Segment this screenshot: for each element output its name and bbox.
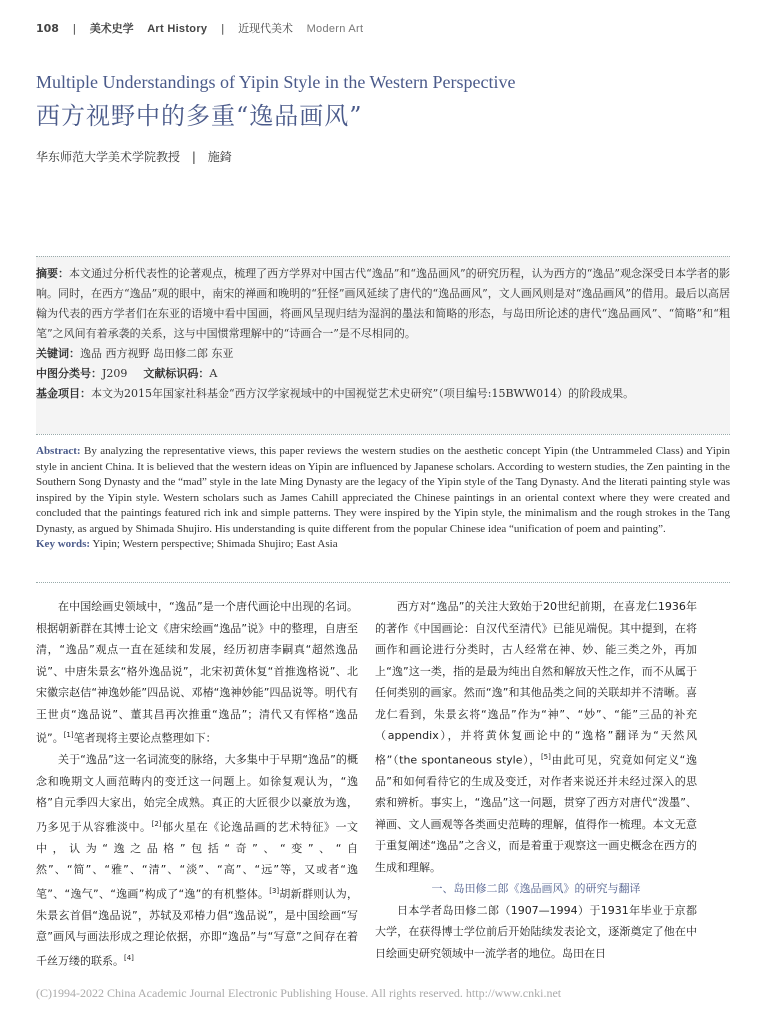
article-title-zh: 西方视野中的多重“逸品画风” — [36, 102, 363, 130]
keywords-en: Yipin; Western perspective; Shimada Shujiro; East Asia — [92, 538, 338, 550]
paragraph-text: 西方对“逸品”的关注大致始于20世纪前期，在喜龙仁1936年的著作《中国画论：自汉代至清代》已能见端倪。其中提到，在将画作和画论进行分类时，古人经常在神、妙、能三类之外，再加上“逸”这一类，指的是最为纯出自然和解放天性之作，而不从属于任何类别的画家。然而“逸”和其他品类之间的关联却并不清晰。喜龙仁看到，朱景玄将“逸品”作为“神”、“妙”、“能”三品的补充（appendix），并将黄休复画论中的“逸格”翻译为“天然风格”（the spontaneous style）， — [375, 600, 697, 767]
author-separator: | — [191, 150, 196, 164]
fund-label: 基金项目： — [36, 387, 91, 400]
page-number: 108 — [36, 22, 59, 35]
abstract-top-rule — [36, 256, 730, 257]
paragraph-text: 在中国绘画史领域中，“逸品”是一个唐代画论中出现的名词。根据朝新群在其博士论文《唐宋绘画“逸品”说》中的整理，自唐至清，“逸品”观点一直在延续和发展，经历初唐李嗣真“超然逸品说”、中唐朱景玄“格外逸品说”，北宋初黄休复“首推逸格说”、北宋徽宗赵佶“神逸妙能”四品说、邓椿“逸神妙能”四品说等。明代有王世贞“逸品说”、董其昌再次推重“逸品”；清代又有恽格“逸品说”。 — [36, 600, 358, 745]
abstract-en-text: By analyzing the representative views, this paper reviews the western studies on the aesthetic concept Yipin (the Untrammeled Class) and Yipin style in ancient China. It is believed that the western ideas on Yipin are influenced by Japanese scholars. According to western studies, the Zen painting in the Southern Song Dynasty and the “mad” style in the late Ming Dynasty are the legacy of the Yipin style of the Tang Dynasty. And the literati painting style was inspired by the Yipin style. Western scholars such as James Cahill appreciated the Chinese paintings in an oriental context where they were created and concluded that the paintings featured rich ink and simple patterns. They were inspired by the Yipin style, the minimalism and the rough strokes in the Tang Dynasty, as argued by Shimada Shujiro. His understanding is quite different from the popular Chinese idea “unification of poem and painting”. — [36, 445, 730, 535]
header-separator-2: | — [220, 22, 225, 35]
abstract-en — [36, 444, 730, 553]
journal-name-en: Art History — [147, 23, 208, 35]
abstract-section — [36, 256, 730, 578]
footnote-ref: [3] — [269, 886, 280, 895]
body-column-right — [375, 596, 697, 964]
body-column-left — [36, 596, 358, 972]
keywords-en-label: Key words: — [36, 538, 91, 550]
section-heading: 一、岛田修二郎《逸品画风》的研究与翻译 — [431, 882, 641, 896]
paragraph-text-tail: 胡新群则认为，朱景玄首倡“逸品说”，苏轼及邓椿力倡“逸品说”，是中国绘画“写意”画风与画法形成之理论依据，亦即“逸品”与“写意”之间存在着千丝万缕的联系。 — [36, 887, 359, 968]
footnote-ref: [4] — [124, 953, 134, 962]
abstract-zh — [36, 264, 730, 404]
copyright-footer: (C)1994-2022 China Academic Journal Electronic Publishing House. All rights reserved. http://www.cnki.net — [36, 986, 562, 1000]
section-name-en: Modern Art — [306, 23, 364, 35]
footnote-ref: [2] — [151, 819, 162, 828]
body-paragraph — [36, 596, 358, 749]
article-title-en: Multiple Understandings of Yipin Style in the Western Perspective — [36, 72, 516, 92]
paragraph-text: 日本学者岛田修二郎（1907—1994）于1931年毕业于京都大学，在获得博士学位前后开始陆续发表论文，逐渐奠定了他在中日绘画史研究领域中一流学者的地位。岛田在日 — [375, 903, 697, 960]
author-name: 施錡 — [207, 150, 232, 164]
author-affiliation: 华东师范大学美术学院教授 — [36, 150, 181, 164]
journal-name-zh: 美术史学 — [89, 22, 134, 35]
paragraph-text-tail: 由此可见，究竟如何定义“逸品”和如何看待它的生成及变迁，对作者来说还并未经过深入的思索和辨析。事实上，“逸品”这一问题，贯穿了西方对唐代“泼墨”、禅画、文人画观等各类画史范畴的理解，值得作一梳理。本文无意于重复阐述“逸品”之含义，而是着重于观察这一画史概念在西方的生成和理解。 — [375, 753, 697, 874]
paragraph-text-tail: 笔者现将主要论点整理如下： — [73, 731, 217, 745]
section-name-zh: 近现代美术 — [238, 22, 294, 35]
class-number: J209 — [102, 367, 128, 380]
running-header — [36, 20, 373, 36]
fund-text: 本文为2015年国家社科基金“西方汉学家视域中的中国视觉艺术史研究”（项目编号:15BWW014）的阶段成果。 — [91, 387, 635, 400]
abstract-zh-text: 本文通过分析代表性的论著观点，梳理了西方学界对中国古代“逸品”和“逸品画风”的研究历程，认为西方的“逸品”观念深受日本学者的影响。同时，在西方“逸品”观的眼中，南宋的禅画和晚明的“狂怪”画风延续了唐代的“逸品画风”，文人画风则是对“逸品画风”的借用。最后以高居翰为代表的西方学者们在东亚的语境中看中国画，将画风呈现归结为湿润的墨法和简略的形态，与岛田所论述的唐代“逸品画风”、“简略”和“粗笔”之风间有着承袭的关系，这与中国惯常理解中的“诗画合一”是不尽相同的。 — [36, 267, 730, 340]
abstract-zh-label: 摘要： — [36, 267, 70, 280]
keywords-zh-label: 关键词： — [36, 347, 80, 360]
keywords-zh: 逸品 西方视野 岛田修二郎 东亚 — [80, 347, 234, 360]
footnote-ref: [1] — [63, 731, 74, 739]
abstract-bottom-rule — [36, 582, 730, 583]
paragraph-text-tail: 郁火星在《论逸品画的艺术特征》一文中，认为“逸之品格”包括“奇”、“变”、“自然”、“简”、“雅”、“清”、“淡”、“高”、“远”等，又或者“逸笔”、“逸气”、“逸画”构成了“逸”的有机整体。 — [36, 820, 359, 901]
doc-code-label: 文献标识码： — [143, 367, 210, 380]
paragraph-text: 关于“逸品”这一名词流变的脉络，大多集中于早期“逸品”的概念和晚期文人画范畴内的变迁这一问题上。如徐复观认为，“逸格”自元季四大家出，始完全成熟。真正的大匠很少以豪放为逸，乃多见于从容雅淡中。 — [36, 753, 358, 834]
body-paragraph — [375, 596, 697, 878]
body-paragraph — [36, 749, 358, 972]
abstract-en-label: Abstract: — [36, 445, 81, 457]
header-separator: | — [72, 22, 77, 35]
body-paragraph — [375, 900, 697, 965]
footnote-ref: [5] — [540, 752, 551, 761]
doc-code: A — [209, 367, 218, 380]
author-line — [36, 148, 232, 165]
abstract-mid-rule — [36, 434, 730, 435]
class-number-label: 中图分类号： — [36, 367, 102, 380]
